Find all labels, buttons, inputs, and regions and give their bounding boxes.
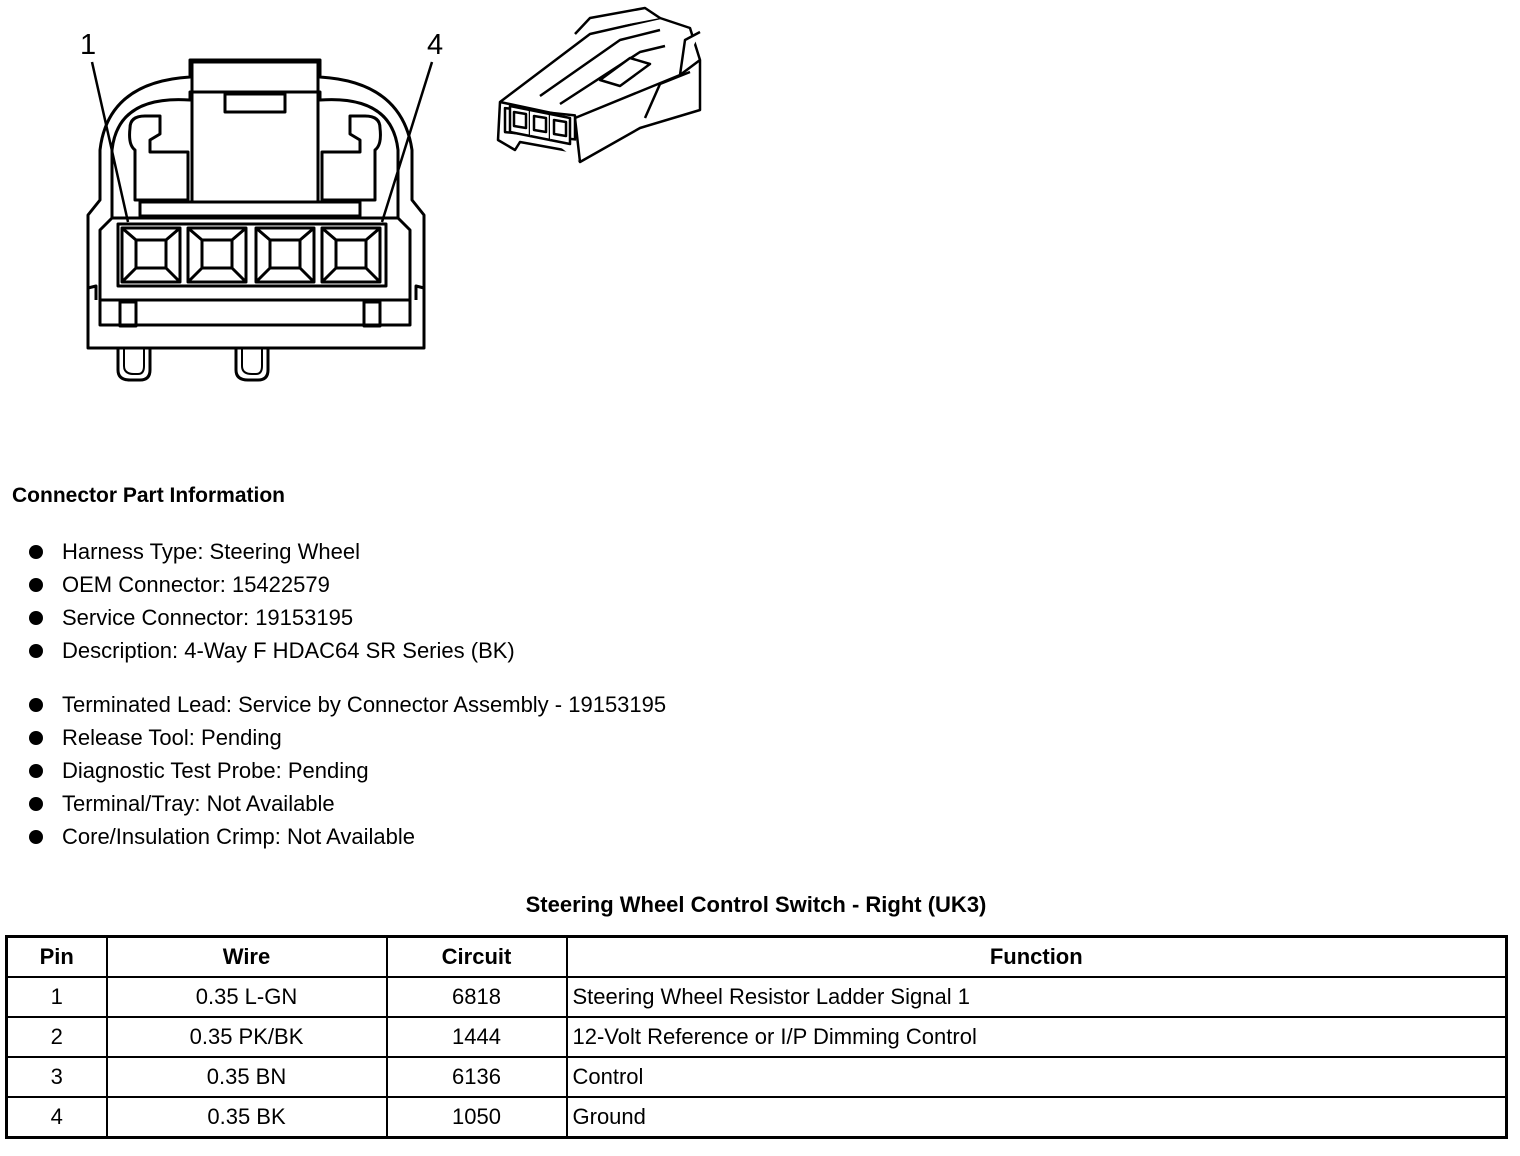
table-row <box>7 1097 1507 1138</box>
table-title: Steering Wheel Control Switch - Right (UK3) <box>525 892 987 917</box>
bullet-icon <box>29 830 43 844</box>
cell-pin: 3 <box>7 1057 107 1097</box>
cell-wire: 0.35 BN <box>107 1057 387 1097</box>
cell-function: Ground <box>567 1097 1507 1138</box>
cell-pin: 1 <box>7 977 107 1017</box>
connector-info-heading: Connector Part Information <box>12 484 286 507</box>
connector-isometric-view <box>498 8 700 162</box>
cell-circuit: 6136 <box>387 1057 567 1097</box>
pin-4-callout: 4 <box>427 29 444 61</box>
cell-wire: 0.35 L-GN <box>107 977 387 1017</box>
header-circuit: Circuit <box>387 937 567 978</box>
info-item-terminated-lead: Terminated Lead: Service by Connector Assembly - 19153195 <box>0 688 666 721</box>
cell-circuit: 1050 <box>387 1097 567 1138</box>
table-row <box>7 1057 1507 1097</box>
bullet-icon <box>29 698 43 712</box>
header-wire: Wire <box>107 937 387 978</box>
info-item-crimp: Core/Insulation Crimp: Not Available <box>0 820 666 853</box>
pin-1-callout: 1 <box>80 29 97 61</box>
cell-circuit: 6818 <box>387 977 567 1017</box>
table-header-row <box>7 937 1507 978</box>
cell-wire: 0.35 PK/BK <box>107 1017 387 1057</box>
bullet-icon <box>29 764 43 778</box>
table-row <box>7 1017 1507 1057</box>
cell-function: 12-Volt Reference or I/P Dimming Control <box>567 1017 1507 1057</box>
table-row <box>7 977 1507 1017</box>
cell-pin: 4 <box>7 1097 107 1138</box>
bullet-icon <box>29 797 43 811</box>
info-item-service-connector: Service Connector: 19153195 <box>0 601 515 634</box>
info-item-harness-type: Harness Type: Steering Wheel <box>0 535 515 568</box>
info-item-description: Description: 4-Way F HDAC64 SR Series (BK) <box>0 634 515 667</box>
cell-circuit: 1444 <box>387 1017 567 1057</box>
bullet-icon <box>29 611 43 625</box>
info-item-oem-connector: OEM Connector: 15422579 <box>0 568 515 601</box>
cell-wire: 0.35 BK <box>107 1097 387 1138</box>
connector-info-list-1 <box>0 535 515 667</box>
connector-diagram <box>0 0 760 400</box>
bullet-icon <box>29 644 43 658</box>
cell-function: Steering Wheel Resistor Ladder Signal 1 <box>567 977 1507 1017</box>
pinout-table <box>5 935 1508 1139</box>
info-item-terminal-tray: Terminal/Tray: Not Available <box>0 787 666 820</box>
info-item-test-probe: Diagnostic Test Probe: Pending <box>0 754 666 787</box>
header-function: Function <box>567 937 1507 978</box>
bullet-icon <box>29 731 43 745</box>
connector-info-list-2 <box>0 688 666 853</box>
header-pin: Pin <box>7 937 107 978</box>
info-item-release-tool: Release Tool: Pending <box>0 721 666 754</box>
connector-face-view <box>88 60 432 380</box>
bullet-icon <box>29 578 43 592</box>
cell-function: Control <box>567 1057 1507 1097</box>
bullet-icon <box>29 545 43 559</box>
cell-pin: 2 <box>7 1017 107 1057</box>
